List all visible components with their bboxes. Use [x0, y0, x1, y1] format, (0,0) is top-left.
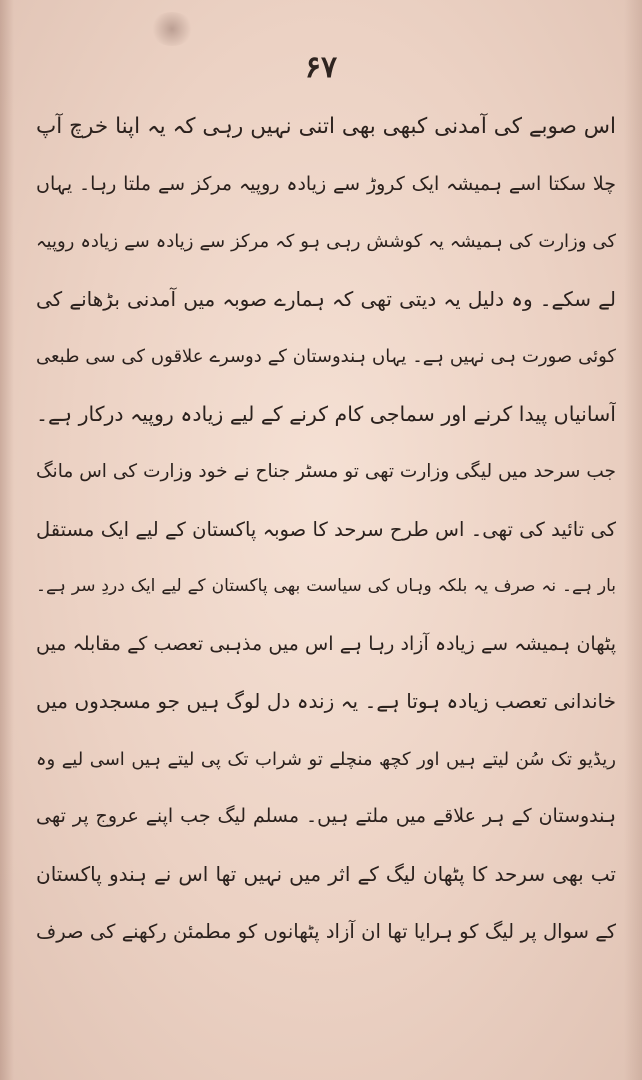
paper-stain	[150, 12, 194, 46]
text-line: ہندوستان کے ہر علاقے میں ملتے ہیں۔ مسلم لیگ جب اپنے عروج پر تھی	[36, 805, 616, 827]
text-line: ریڈیو تک سُن لیتے ہیں اور کچھ منچلے تو شراب تک پی لیتے ہیں اسی لیے وہ	[36, 748, 616, 770]
text-line: لے سکے۔ وہ دلیل یہ دیتی تھی کہ ہمارے صوبہ میں آمدنی بڑھانے کی	[36, 286, 616, 311]
text-line: آسانیاں پیدا کرنے اور سماجی کام کرنے کے لیے زیادہ روپیہ درکار ہے۔	[36, 401, 616, 426]
page-binding-shadow	[0, 0, 14, 1080]
body-text	[36, 98, 616, 961]
text-line: اس صوبے کی آمدنی کبھی بھی اتنی نہیں رہی کہ یہ اپنا خرچ آپ	[36, 114, 616, 139]
text-line: خاندانی تعصب زیادہ ہوتا ہے۔ یہ زندہ دل لوگ ہیں جو مسجدوں میں	[36, 689, 616, 713]
text-line: تب بھی سرحد کا پٹھان لیگ کے اثر میں نہیں تھا اس نے ہندو پاکستان	[36, 861, 616, 886]
page-edge-shadow	[624, 0, 642, 1080]
text-line: پٹھان ہمیشہ سے زیادہ آزاد رہا ہے اس میں مذہبی تعصب کے مقابلہ میں	[36, 632, 616, 655]
text-line: کی تائید کی تھی۔ اس طرح سرحد کا صوبہ پاکستان کے لیے ایک مستقل	[36, 517, 616, 541]
text-line: کی وزارت کی ہمیشہ یہ کوشش رہی ہو کہ مرکز سے زیادہ سے زیادہ روپیہ	[36, 231, 616, 252]
text-line: جب سرحد میں لیگی وزارت تھی تو مسٹر جناح نے خود وزارت کی اس مانگ	[36, 461, 616, 482]
text-line: کے سوال پر لیگ کو ہرایا تھا ان آزاد پٹھانوں کو مطمئن رکھنے کی صرف	[36, 920, 616, 943]
text-line: بار ہے۔ نہ صرف یہ بلکہ وہاں کی سیاست بھی پاکستان کے لیے ایک دردِ سر ہے۔	[36, 576, 616, 596]
page-number: ۶۷	[304, 50, 338, 85]
text-line: چلا سکتا اسے ہمیشہ ایک کروڑ سے زیادہ روپیہ مرکز سے ملتا رہا۔ یہاں	[36, 172, 616, 195]
text-line: کوئی صورت ہی نہیں ہے۔ یہاں ہندوستان کے دوسرے علاقوں کی سی طبعی	[36, 346, 616, 367]
